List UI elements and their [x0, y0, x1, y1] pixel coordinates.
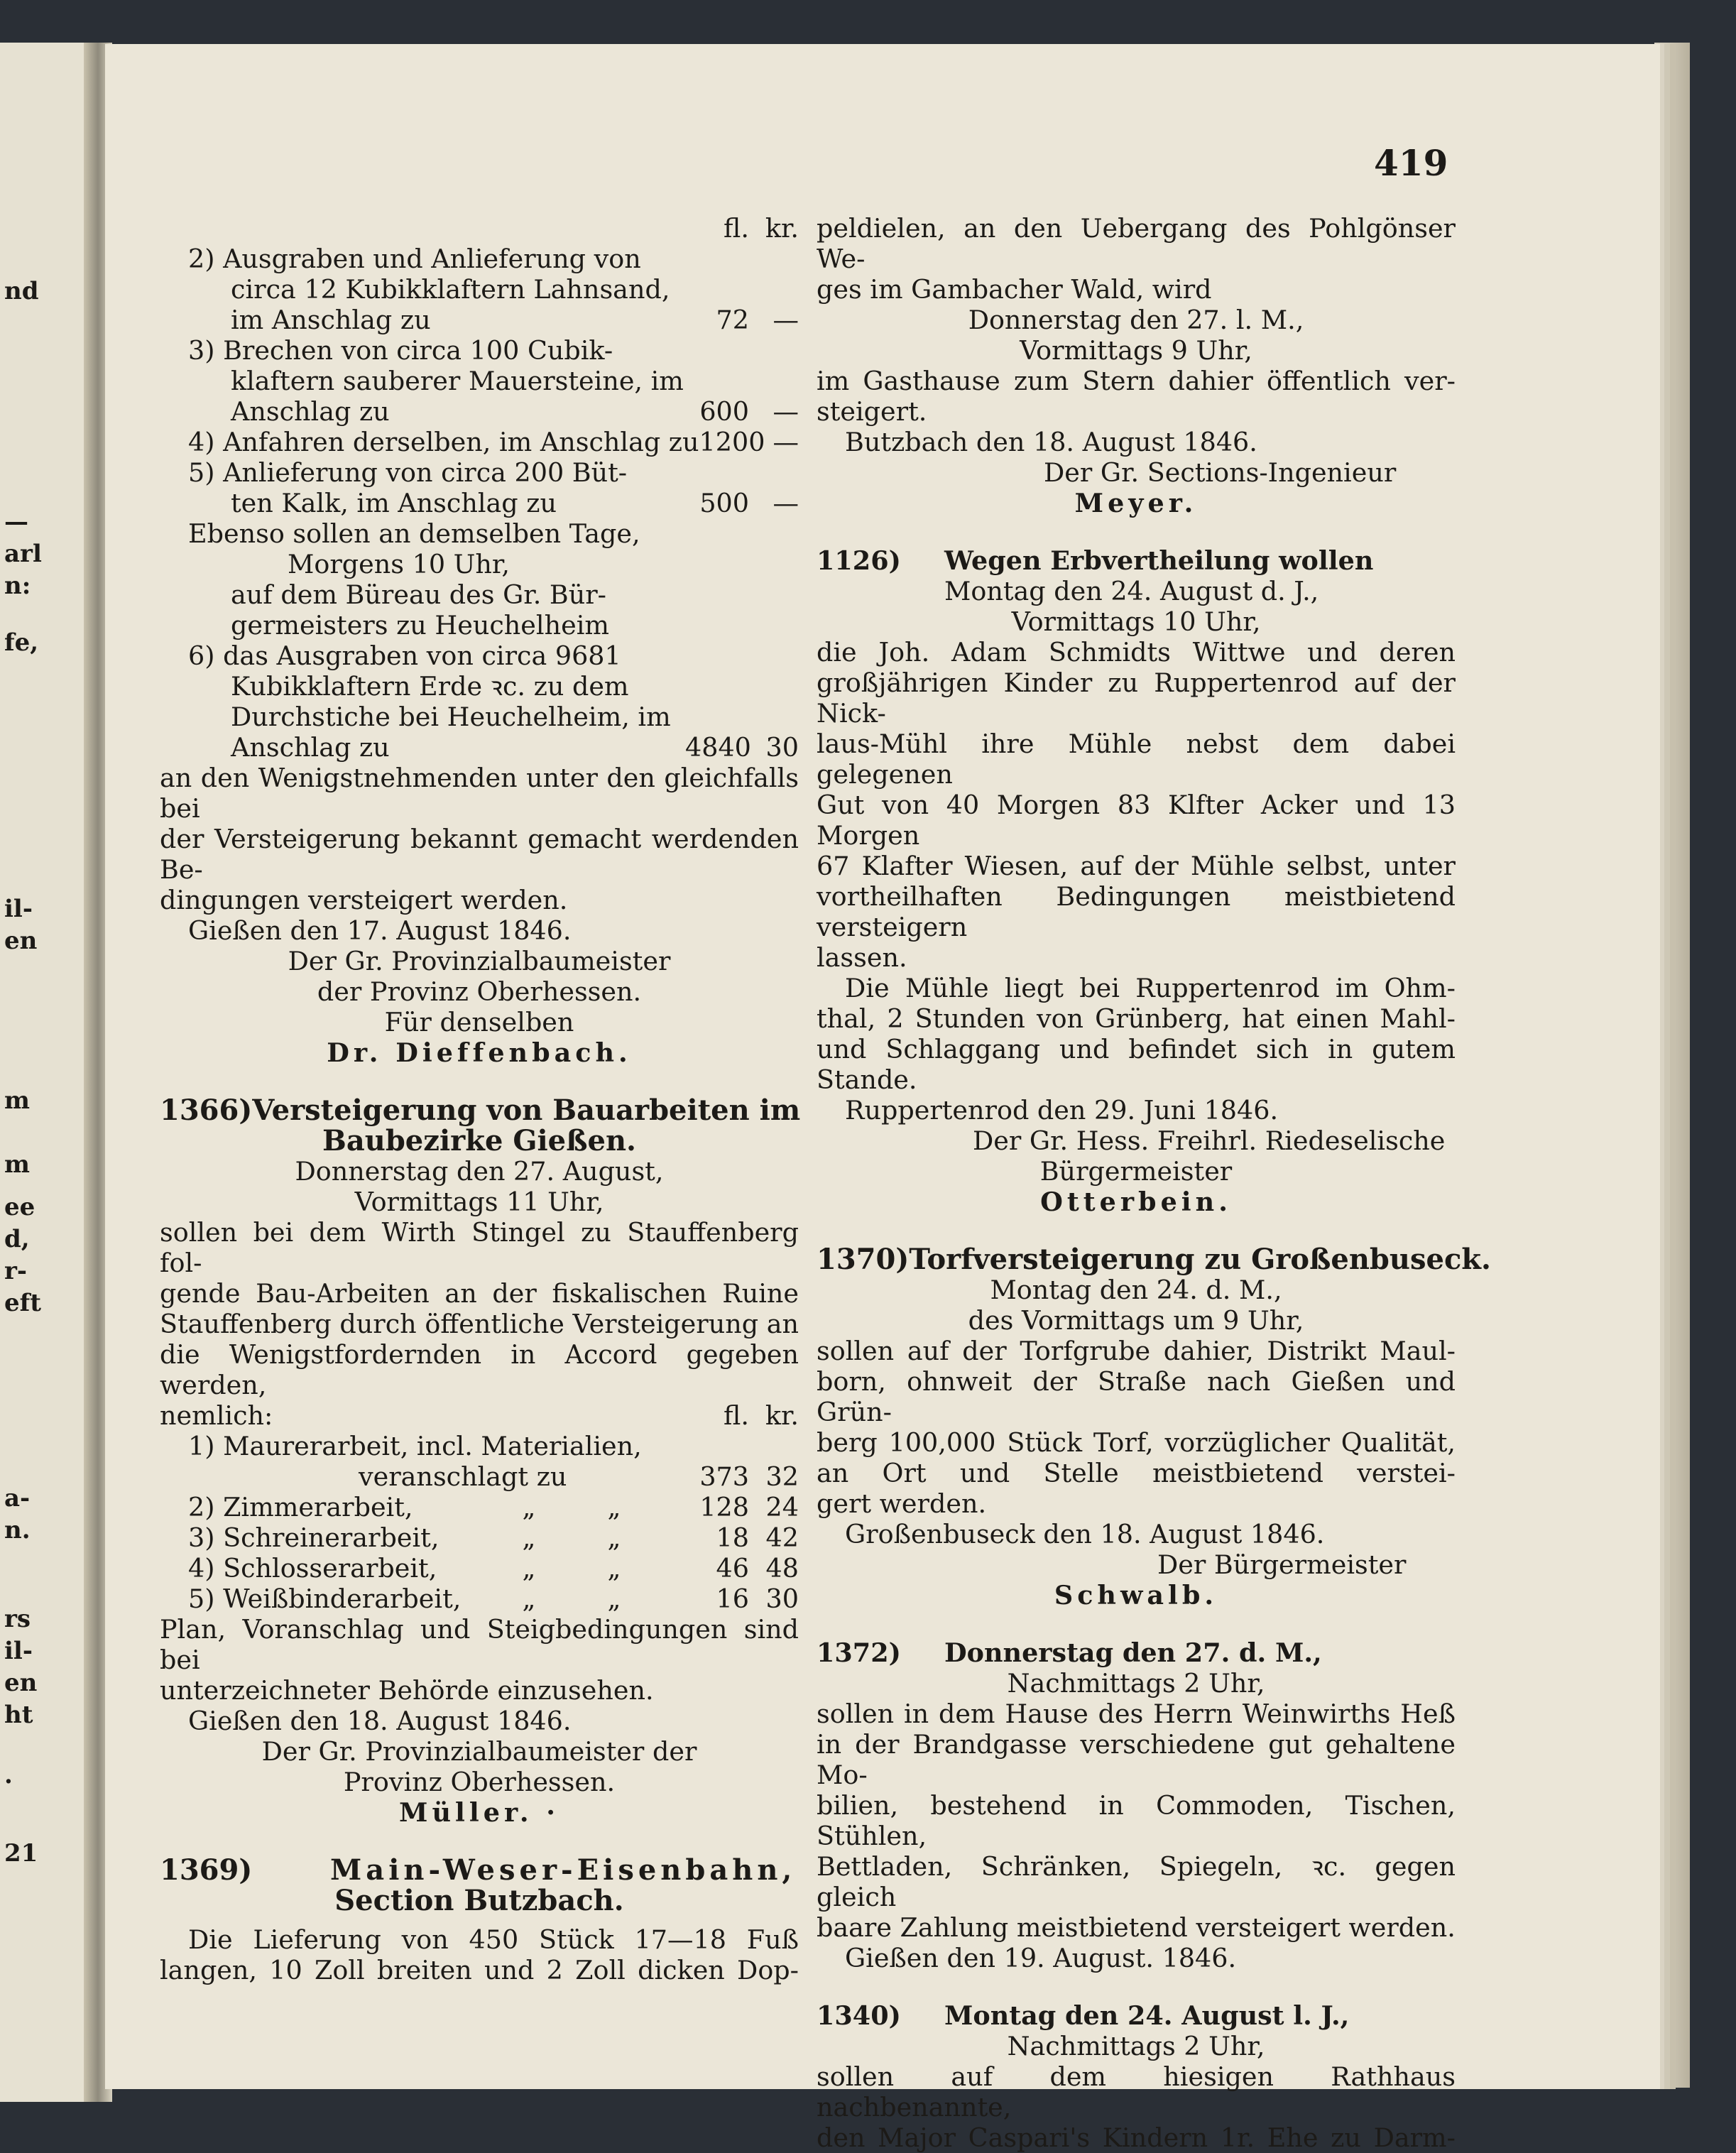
text-line: 6) das Ausgraben von circa 9681 — [188, 641, 621, 671]
text-line: Stauffenberg durch öffentliche Versteigerung an — [160, 1309, 799, 1339]
margin-fragment: m — [4, 1086, 30, 1115]
text-line: 4) Schlosserarbeit, — [188, 1553, 437, 1584]
text-line: Großenbuseck den 18. August 1846. — [845, 1519, 1325, 1549]
margin-fragment: arl — [4, 540, 42, 568]
priced-line — [160, 488, 799, 518]
priced-line — [160, 1095, 799, 1125]
notice-title: Versteigerung von Bauarbeiten im — [252, 1094, 801, 1127]
text-line: die Wenigstfordernden in Accord gegeben werden, — [160, 1339, 799, 1400]
margin-fragment: en — [4, 1669, 38, 1697]
text-line: 48 — [765, 1553, 799, 1584]
notice-1366 — [160, 1095, 799, 1828]
text-line: Wegen Erbvertheilung wollen — [944, 545, 1374, 576]
text-line: 42 — [765, 1522, 799, 1553]
text-line: Donnerstag den 27. l. M., — [968, 305, 1304, 335]
text-line: baare Zahlung meistbietend versteigert werden. — [817, 1912, 1456, 1943]
text-line: Die Mühle liegt bei Ruppertenrod im Ohm- — [845, 973, 1456, 1003]
text-line: der Provinz Oberhessen. — [317, 976, 642, 1007]
text-line: Ebenso sollen an demselben Tage, — [188, 518, 640, 549]
margin-fragment: m — [4, 1150, 30, 1179]
notice-number: 1369) — [160, 1853, 253, 1887]
continued-notice — [817, 213, 1456, 518]
text-line: bilien, bestehend in Commoden, Tischen, Stühlen, — [817, 1790, 1456, 1851]
text-line: Morgens 10 Uhr, — [288, 549, 510, 579]
text-line: Donnerstag den 27. d. M., — [944, 1637, 1322, 1668]
text-line: 3) Schreinerarbeit, — [188, 1522, 440, 1553]
text-line: peldielen, an den Uebergang des Pohlgönser We- — [817, 213, 1456, 274]
notice-1369 — [160, 1855, 799, 1985]
text-line: Durchstiche bei Heuchelheim, im — [231, 702, 671, 732]
text-line: Schwalb. — [1054, 1580, 1218, 1610]
margin-fragment: ee — [4, 1193, 36, 1221]
text-line: Provinz Oberhessen. — [343, 1767, 616, 1797]
text-line: Ruppertenrod den 29. Juni 1846. — [845, 1095, 1279, 1125]
text-line: 3) Brechen von circa 100 Cubik- — [188, 335, 613, 366]
text-line: großjährigen Kinder zu Ruppertenrod auf der Nick- — [817, 667, 1456, 729]
text-line: Butzbach den 18. August 1846. — [845, 427, 1257, 457]
text-line: — — [773, 488, 799, 518]
text-line: Der Gr. Hess. Freihrl. Riedeselische — [973, 1125, 1446, 1156]
text-line: den Major Caspari's Kindern 1r. Ehe zu Darm- — [817, 2122, 1456, 2153]
margin-fragment: r- — [4, 1257, 28, 1285]
text-line: 4) Anfahren derselben, im Anschlag zu — [188, 427, 699, 457]
text-line: „ — [522, 1492, 536, 1522]
text-line: vortheilhaften Bedingungen meistbietend versteigern — [817, 881, 1456, 942]
text-line: im Anschlag zu — [231, 305, 431, 335]
text-line: Vormittags 11 Uhr, — [354, 1187, 604, 1217]
text-line: des Vormittags um 9 Uhr, — [968, 1305, 1304, 1336]
margin-fragment: n: — [4, 572, 31, 600]
text-line: 30 — [765, 1584, 799, 1614]
priced-line — [160, 396, 799, 427]
text-line: Vormittags 9 Uhr, — [1020, 335, 1252, 366]
item-5 — [160, 457, 799, 518]
notice-number: 1126) — [817, 545, 901, 576]
right-column — [817, 213, 1491, 2153]
text-line: Gießen den 18. August 1846. — [188, 1706, 572, 1736]
priced-line — [160, 732, 799, 763]
text-line: auf dem Büreau des Gr. Bür- — [231, 579, 607, 610]
signature-block — [160, 946, 799, 1068]
text-line: der Versteigerung bekannt gemacht werdenden Be- — [160, 824, 799, 885]
text-line: ges im Gambacher Wald, wird — [817, 274, 1212, 305]
text-line: Der Gr. Sections-Ingenieur — [1044, 457, 1397, 488]
text-line: born, ohnweit der Straße nach Gießen und Grün- — [817, 1366, 1456, 1427]
text-line: lassen. — [817, 942, 907, 973]
margin-fragment: il- — [4, 1637, 33, 1665]
text-line: Bettladen, Schränken, Spiegeln, ꝛc. gegen gleich — [817, 1851, 1456, 1912]
text-line: — — [773, 305, 799, 335]
text-line: Die Lieferung von 450 Stück 17—18 Fuß — [188, 1924, 799, 1955]
text-line: Montag den 24. August d. J., — [944, 576, 1319, 606]
priced-line — [160, 1461, 799, 1492]
text-line: sollen bei dem Wirth Stingel zu Stauffenberg fol- — [160, 1217, 799, 1278]
text-line: 24 — [765, 1492, 799, 1522]
item-row — [160, 1553, 799, 1584]
text-line: sollen auf der Torfgrube dahier, Distrikt Maul- — [817, 1336, 1456, 1366]
margin-fragment: il- — [4, 895, 33, 923]
text-line: berg 100,000 Stück Torf, vorzüglicher Qualität, — [817, 1427, 1456, 1458]
text-line: Otterbein. — [1040, 1187, 1232, 1217]
text-line: kr. — [765, 213, 799, 244]
text-line: Section Butzbach. — [334, 1884, 624, 1917]
text-line: Anschlag zu — [231, 732, 390, 763]
text-line: „ — [607, 1584, 621, 1614]
text-line: 2) Ausgraben und Anlieferung von — [188, 244, 641, 274]
text-line: 600 — [699, 396, 749, 427]
text-line: Donnerstag den 27. August, — [295, 1156, 664, 1187]
margin-fragment: a- — [4, 1484, 31, 1512]
text-line: Der Bürgermeister — [1157, 1549, 1407, 1580]
text-line: 18 — [716, 1522, 749, 1553]
left-column — [160, 213, 799, 1985]
item-row — [160, 1584, 799, 1614]
item-row — [160, 1492, 799, 1522]
text-line: sollen in dem Hause des Herrn Weinwirths Heß — [817, 1699, 1456, 1729]
text-line: Nachmittags 2 Uhr, — [1007, 2031, 1265, 2061]
text-line: ten Kalk, im Anschlag zu — [231, 488, 557, 518]
text-line: „ — [607, 1553, 621, 1584]
text-line: an Ort und Stelle meistbietend verstei- — [817, 1458, 1456, 1488]
text-line: Nachmittags 2 Uhr, — [1007, 1668, 1265, 1699]
page-number: 419 — [1374, 142, 1448, 184]
text-line: klaftern sauberer Mauersteine, im — [231, 366, 684, 396]
notice-1340 — [817, 2000, 1456, 2153]
margin-fragment: fe, — [4, 628, 39, 657]
priced-line — [817, 2000, 1456, 2031]
conclusion — [160, 763, 799, 915]
text-line: langen, 10 Zoll breiten und 2 Zoll dicken Dop- — [160, 1955, 799, 1985]
text-line: 72 — [716, 305, 749, 335]
text-line: 16 — [716, 1584, 749, 1614]
text-line: Montag den 24. August l. J., — [944, 2000, 1350, 2031]
margin-fragment: n. — [4, 1516, 31, 1544]
text-line: veranschlagt zu — [359, 1461, 567, 1492]
text-line: fl. — [724, 1400, 749, 1431]
text-line: gert werden. — [817, 1488, 987, 1519]
text-line: — — [773, 396, 799, 427]
text-line: an den Wenigstnehmenden unter den gleichfalls bei — [160, 763, 799, 824]
text-line: 373 — [699, 1461, 749, 1492]
text-line: Der Gr. Provinzialbaumeister der — [261, 1736, 697, 1767]
margin-fragment: . — [4, 1761, 13, 1789]
priced-line — [160, 305, 799, 335]
text-line: Meyer. — [1074, 488, 1198, 518]
margin-fragment: 21 — [4, 1839, 38, 1868]
margin-fragment: en — [4, 927, 38, 955]
text-line: Gut von 40 Morgen 83 Klfter Acker und 13 Morgen — [817, 790, 1456, 851]
item-6 — [160, 641, 799, 763]
text-line: 1) Maurerarbeit, incl. Materialien, — [188, 1431, 642, 1461]
text-line: 1200 — [699, 427, 765, 457]
text-line: 5) Weißbinderarbeit, — [188, 1584, 462, 1614]
text-line: — — [773, 427, 799, 457]
text-line: 128 — [699, 1492, 749, 1522]
text-line: fl. — [724, 213, 749, 244]
notice-number: 1340) — [817, 2000, 901, 2031]
text-line: 67 Klafter Wiesen, auf der Mühle selbst, unter — [817, 851, 1456, 881]
margin-fragment: — — [4, 508, 28, 536]
text-line: 4840 — [685, 732, 751, 763]
text-line: Für denselben — [384, 1007, 574, 1037]
margin-fragment: eft — [4, 1289, 41, 1317]
notice-title: Main-Weser-Eisenbahn, — [330, 1853, 797, 1887]
priced-line — [160, 1400, 799, 1431]
notice-1126 — [817, 545, 1456, 1217]
text-line: Dr. Dieffenbach. — [327, 1037, 632, 1068]
margin-fragment: d, — [4, 1225, 30, 1253]
priced-line — [817, 1243, 1491, 1276]
text-line: laus-Mühl ihre Mühle nebst dem dabei gelegenen — [817, 729, 1456, 790]
text-line: im Gasthause zum Stern dahier öffentlich ver- — [817, 366, 1456, 396]
date-line: Gießen den 17. August 1846. — [188, 915, 572, 946]
item-row — [160, 1522, 799, 1553]
item-2 — [160, 244, 799, 335]
text-line: gende Bau-Arbeiten an der fiskalischen Ruine — [160, 1278, 799, 1309]
text-line: Vormittags 10 Uhr, — [1011, 606, 1261, 637]
text-line: Montag den 24. d. M., — [990, 1275, 1282, 1305]
item-4 — [160, 427, 799, 457]
text-line: „ — [522, 1584, 536, 1614]
text-line: nemlich: — [160, 1400, 273, 1431]
priced-line — [817, 1637, 1456, 1668]
margin-fragment: rs — [4, 1605, 31, 1633]
margin-fragment: ht — [4, 1701, 33, 1729]
text-line: „ — [522, 1553, 536, 1584]
text-line: 2) Zimmerarbeit, — [188, 1492, 413, 1522]
notice-number: 1372) — [817, 1637, 901, 1668]
text-line: Baubezirke Gießen. — [322, 1124, 636, 1157]
text-line: und Schlaggang und befindet sich in gutem Stande. — [817, 1034, 1456, 1095]
item-3 — [160, 335, 799, 427]
text-line: 500 — [699, 488, 749, 518]
text-line: 5) Anlieferung von circa 200 Büt- — [188, 457, 628, 488]
text-line: Kubikklaftern Erde ꝛc. zu dem — [231, 671, 629, 702]
text-line: thal, 2 Stunden von Grünberg, hat einen Mahl- — [817, 1003, 1456, 1034]
text-line: Plan, Voranschlag und Steigbedingungen sind bei — [160, 1614, 799, 1675]
notice-1370 — [817, 1243, 1491, 1610]
margin-fragment: nd — [4, 277, 39, 305]
notice-1372 — [817, 1637, 1456, 1973]
notice-number: 1370) — [817, 1243, 910, 1276]
text-line: „ — [607, 1522, 621, 1553]
text-line: Bürgermeister — [1039, 1156, 1233, 1187]
text-line: die Joh. Adam Schmidts Wittwe und deren — [817, 637, 1456, 667]
text-line: Gießen den 19. August. 1846. — [845, 1943, 1237, 1973]
text-line: „ — [522, 1522, 536, 1553]
text-line: Anschlag zu — [231, 396, 390, 427]
text-line: 30 — [765, 732, 799, 763]
priced-line — [160, 1855, 799, 1885]
text-line: steigert. — [817, 396, 927, 427]
text-line: 32 — [765, 1461, 799, 1492]
text-line: „ — [607, 1492, 621, 1522]
text-line: Der Gr. Provinzialbaumeister — [288, 946, 671, 976]
text-line: unterzeichneter Behörde einzusehen. — [160, 1675, 654, 1706]
text-line: germeisters zu Heuchelheim — [231, 610, 609, 641]
text-line: circa 12 Kubikklaftern Lahnsand, — [231, 274, 670, 305]
notice-number: 1366) — [160, 1094, 253, 1127]
priced-line — [817, 545, 1456, 576]
text-line: Müller. · — [399, 1797, 559, 1828]
text-line: 46 — [716, 1553, 749, 1584]
text-line: in der Brandgasse verschiedene gut gehaltene Mo- — [817, 1729, 1456, 1790]
text-line: kr. — [765, 1400, 799, 1431]
ebenso-paragraph — [160, 518, 799, 641]
price-header — [160, 213, 799, 244]
notice-title: Torfversteigerung zu Großenbuseck. — [909, 1243, 1491, 1276]
text-line: sollen auf dem hiesigen Rathhaus nachbenannte, — [817, 2061, 1456, 2122]
text-line: dingungen versteigert werden. — [160, 885, 568, 915]
